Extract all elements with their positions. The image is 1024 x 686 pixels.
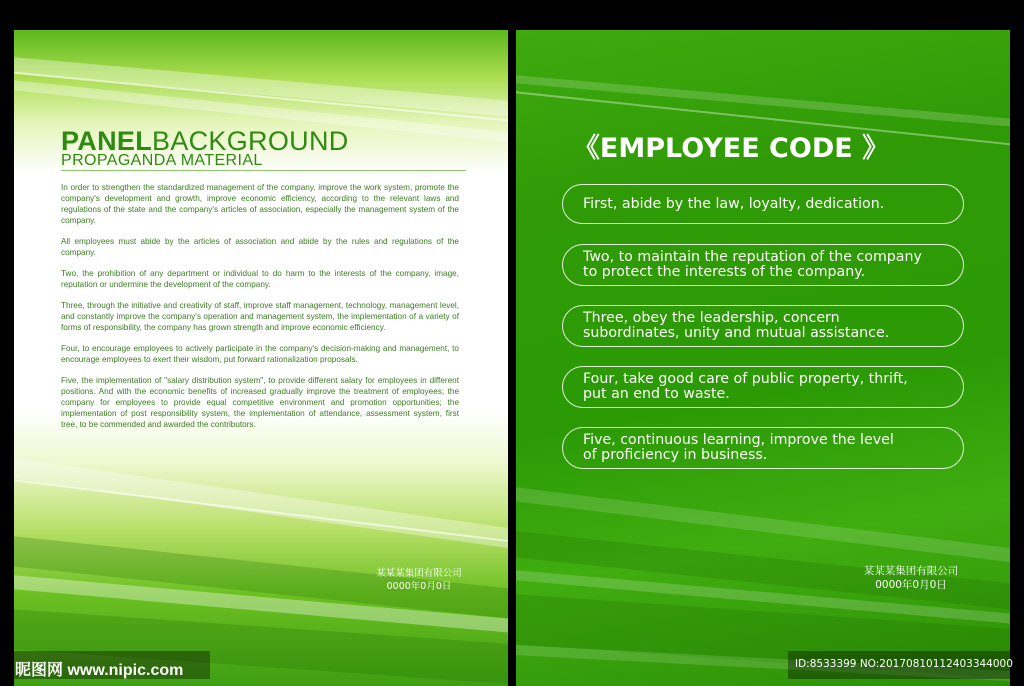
code-line: subordinates, unity and mutual assistance. bbox=[583, 325, 890, 341]
code-line: to protect the interests of the company. bbox=[583, 264, 866, 280]
footer bbox=[369, 567, 469, 593]
date: 0000年0月0日 bbox=[386, 581, 452, 592]
company-name: 某某某集团有限公司 bbox=[863, 565, 959, 577]
code-item bbox=[562, 184, 964, 224]
panel-subtitle: PROPAGANDA MATERIAL bbox=[61, 152, 263, 169]
title-bold: PANEL bbox=[61, 126, 153, 156]
footer bbox=[851, 564, 971, 592]
light-streak bbox=[14, 450, 508, 559]
code-item bbox=[562, 244, 964, 286]
right-panel bbox=[516, 30, 1010, 686]
paragraph: Two, the prohibition of any department or individual to do harm to the interests of the company, image, reputation or undermine the development of the company. bbox=[61, 269, 459, 289]
code-line: First, abide by the law, loyalty, dedication. bbox=[583, 195, 885, 212]
code-line: Three, obey the leadership, concern bbox=[583, 310, 840, 326]
code-item bbox=[562, 366, 964, 408]
paragraph: Three, through the initiative and creativity of staff, improve staff management, technology, management level, and constantly improve the company's operation and management system, the implementation of a variety of forms of responsibility, the company has grown strength and improve economic efficiency. bbox=[61, 301, 459, 332]
site-watermark bbox=[15, 657, 183, 680]
code-line: Two, to maintain the reputation of the company bbox=[583, 249, 922, 265]
date: 0000年0月0日 bbox=[875, 579, 947, 591]
code-title: 《EMPLOYEE CODE 》 bbox=[572, 133, 890, 164]
body-text bbox=[61, 182, 459, 440]
paragraph: Four, to encourage employees to actively participate in the company's decision-making and management, to encourage employees to exert their wisdom, put forward rationalization proposals. bbox=[61, 344, 459, 364]
site-url: www.nipic.com bbox=[67, 662, 184, 679]
code-item bbox=[562, 305, 964, 347]
paragraph: Five, the implementation of "salary distribution system", to provide different salary for employees in different positions. And with the economic benefits of increased gradually improve the treatment of employees; the company for employees to provide equal competitive environment and promotion opportunities; the implementation of post responsibility system, the implementation of attendance, assessment system, first tree, to be commended and awarded the contributors. bbox=[61, 376, 459, 429]
subtitle-divider bbox=[61, 170, 466, 171]
paragraph: In order to strengthen the standardized management of the company, improve the work system, promote the company's development and growth, improve economic efficiency, according to the relevant laws and regulations of the state and the company's articles of association, especially the management system of the company. bbox=[61, 183, 459, 225]
code-item bbox=[562, 427, 964, 469]
code-line: put an end to waste. bbox=[583, 386, 730, 402]
code-line: Four, take good care of public property, thrift, bbox=[583, 371, 908, 387]
code-line: of proficiency in business. bbox=[583, 447, 768, 463]
code-line: Five, continuous learning, improve the level bbox=[583, 432, 894, 448]
image-id: ID:8533399 NO:20170810112403344000 bbox=[795, 658, 1013, 670]
title-regular: BACKGROUND bbox=[152, 126, 349, 156]
brand-name: 昵图网 bbox=[15, 660, 64, 679]
left-panel bbox=[14, 30, 508, 686]
light-streak bbox=[516, 70, 1010, 134]
company-name: 某某某集团有限公司 bbox=[376, 568, 462, 579]
paragraph: All employees must abide by the articles of association and abide by the rules and regulations of the company. bbox=[61, 237, 459, 257]
